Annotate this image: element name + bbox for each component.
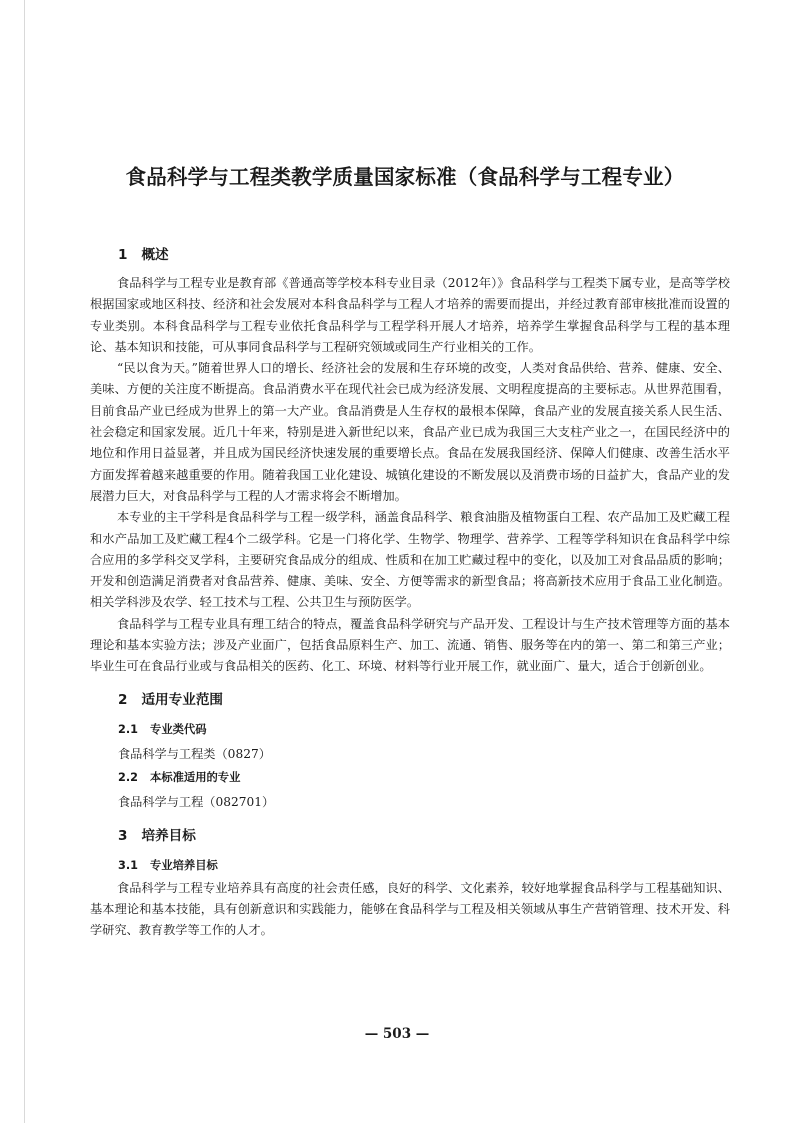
page-number: — 503 — xyxy=(364,1026,430,1042)
section-title: 适用专业范围 xyxy=(141,691,224,708)
paragraph: 食品科学与工程专业是教育部《普通高等学校本科专业目录（2012年）》食品科学与工程类下属专业，是高等学校根据国家或地区科技、经济和社会发展对本科食品科学与工程人才培养的需要而提出，并经过教育部审核批准而设置的专业类别。本科食品科学与工程专业依托食品科学与工程学科开展人才培养，培养学生掌握食品科学与工程的基本理论、基本知识和技能，可从事同食品科学与工程研究领域或同生产行业相关的工作。 xyxy=(90,276,730,354)
section-number: 2 xyxy=(118,691,128,708)
paragraph: 食品科学与工程专业培养具有高度的社会责任感，良好的科学、文化素养，较好地掌握食品科学与工程基础知识、基本理论和基本技能，具有创新意识和实践能力，能够在食品科学与工程及相关领域从事生产营销管理、技术开发、科学研究、教育教学等工作的人才。 xyxy=(90,880,730,938)
subsection-number: 2.2 xyxy=(118,770,139,784)
subsection-heading-2-2 xyxy=(90,766,730,790)
section-number: 3 xyxy=(118,827,128,844)
subsection-number: 3.1 xyxy=(118,858,139,872)
section-heading-3 xyxy=(90,824,730,848)
section-heading-1 xyxy=(90,243,730,267)
subsection-heading-2-1 xyxy=(90,718,730,742)
major-code-text: 食品科学与工程（082701） xyxy=(118,794,275,809)
subsection-heading-3-1 xyxy=(90,854,730,878)
category-code-text: 食品科学与工程类（0827） xyxy=(118,746,271,761)
subsection-title: 专业类代码 xyxy=(150,722,207,736)
document-title: 食品科学与工程类教学质量国家标准（食品科学与工程专业） xyxy=(125,165,685,189)
paragraph: 本专业的主干学科是食品科学与工程一级学科，涵盖食品科学、粮食油脂及植物蛋白工程、农产品加工及贮藏工程和水产品加工及贮藏工程4个二级学科。它是一门将化学、生物学、物理学、营养学、工程等学科知识在食品科学中综合应用的多学科交叉学科，主要研究食品成分的组成、性质和在加工贮藏过程中的变化，以及加工对食品品质的影响；开发和创造满足消费者对食品营养、健康、美味、安全、方便等需求的新型食品；将高新技术应用于食品工业化制造。相关学科涉及农学、轻工技术与工程、公共卫生与预防医学。 xyxy=(90,510,730,610)
subsection-title: 本标准适用的专业 xyxy=(150,770,241,784)
section-heading-2 xyxy=(90,688,730,712)
subsection-number: 2.1 xyxy=(118,722,139,736)
paragraph: 食品科学与工程专业具有理工结合的特点，覆盖食品科学研究与产品开发、工程设计与生产技术管理等方面的基本理论和基本实验方法；涉及产业面广，包括食品原料生产、加工、流通、销售、服务等在内的第一、第二和第三产业；毕业生可在食品行业或与食品相关的医药、化工、环境、材料等行业开展工作，就业面广、量大，适合于创新创业。 xyxy=(90,616,730,674)
document-body xyxy=(90,243,730,942)
section-title: 培养目标 xyxy=(141,827,196,844)
subsection-title: 专业培养目标 xyxy=(150,858,218,872)
paragraph: “民以食为天。”随着世界人口的增长、经济社会的发展和生存环境的改变，人类对食品供给、营养、健康、安全、美味、方便的关注度不断提高。食品消费水平在现代社会已成为经济发展、文明程度提高的主要标志。从世界范围看，目前食品产业已经成为世界上的第一大产业。食品消费是人生存权的最根本保障，食品产业的发展直接关系人民生活、社会稳定和国家发展。近几十年来，特别是进入新世纪以来，食品产业已成为我国三大支柱产业之一，在国民经济中的地位和作用日益显著，并且成为国民经济快速发展的重要增长点。食品在发展我国经济、保障人们健康、改善生活水平方面发挥着越来越重要的作用。随着我国工业化建设、城镇化建设的不断发展以及消费市场的日益扩大，食品产业的发展潜力巨大，对食品科学与工程的人才需求将会不断增加。 xyxy=(90,361,730,503)
section-title: 概述 xyxy=(141,247,169,263)
section-number: 1 xyxy=(118,247,128,263)
